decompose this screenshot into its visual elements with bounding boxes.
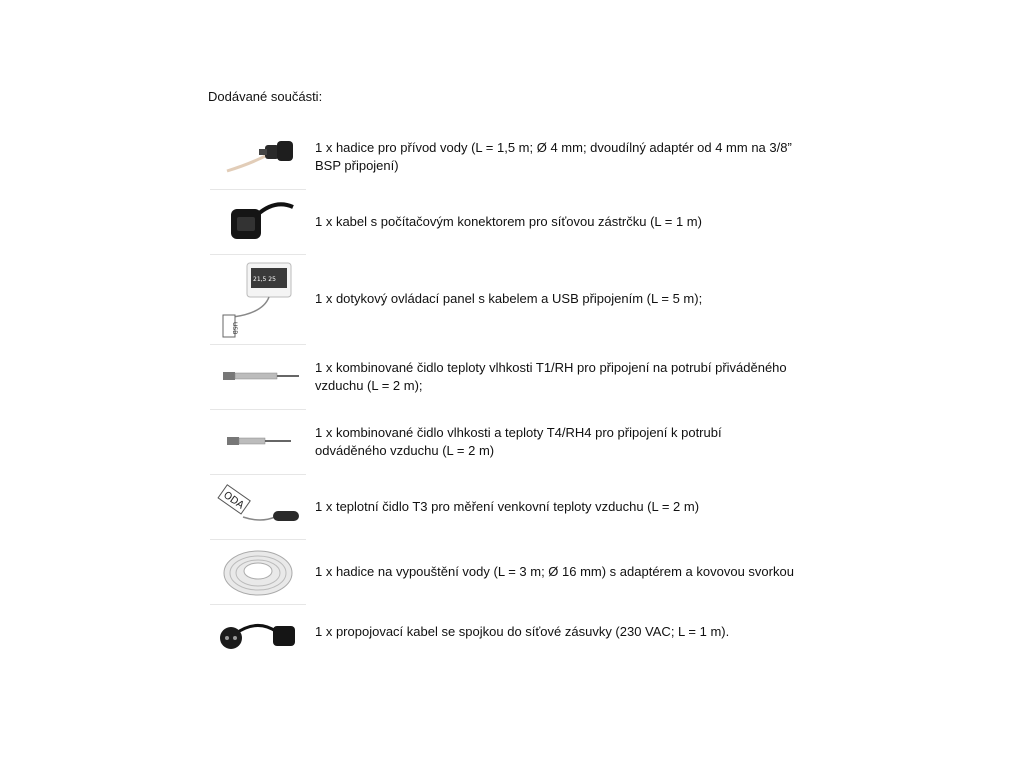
outdoor-temp-sensor-icon [210, 474, 306, 540]
item-description: 1 x hadice pro přívod vody (L = 1,5 m; Ø 4 mm; dvoudílný adaptér od 4 mm na 3/8” BSP připojení) [315, 139, 792, 173]
item-description: 1 x kombinované čidlo vlhkosti a teploty T4/RH4 pro připojení k potrubí odváděného vzduchu (L = 2 m) [315, 424, 722, 458]
water-inlet-hose-icon [210, 124, 306, 190]
item-description: 1 x propojovací kabel se spojkou do síťové zásuvky (230 VAC; L = 1 m). [315, 623, 730, 639]
touch-control-panel-icon [210, 254, 306, 345]
list-item [210, 254, 810, 344]
item-description: 1 x kombinované čidlo teploty vlhkosti T1/RH pro připojení na potrubí přiváděného vzduchu (L = 2 m); [315, 359, 787, 393]
usb-label: USB [231, 321, 238, 334]
panel-display-text: 21,5 25 [253, 275, 276, 283]
list-item [210, 189, 810, 254]
components-table [210, 124, 810, 659]
oda-tag-label: ODA [221, 489, 246, 512]
item-description: 1 x teplotní čidlo T3 pro měření venkovní teploty vzduchu (L = 2 m) [315, 498, 700, 514]
drain-hose-coil-icon [210, 539, 306, 605]
list-item [210, 474, 810, 539]
schuko-power-cable-icon [210, 604, 306, 659]
list-item [210, 124, 810, 189]
item-description: 1 x dotykový ovládací panel s kabelem a USB připojením (L = 5 m); [315, 291, 703, 306]
list-item [210, 344, 810, 409]
list-item [210, 409, 810, 474]
item-description: 1 x hadice na vypouštění vody (L = 3 m; Ø 16 mm) s adaptérem a kovovou svorkou [315, 563, 794, 579]
duct-sensor-supply-icon [210, 344, 306, 410]
iec-power-cable-icon [210, 189, 306, 255]
list-item [210, 539, 810, 604]
list-item [210, 604, 810, 659]
item-description: 1 x kabel s počítačovým konektorem pro síťovou zástrčku (L = 1 m) [315, 213, 702, 229]
duct-sensor-exhaust-icon [210, 409, 306, 475]
page-title: Dodávané součásti: [208, 89, 323, 104]
